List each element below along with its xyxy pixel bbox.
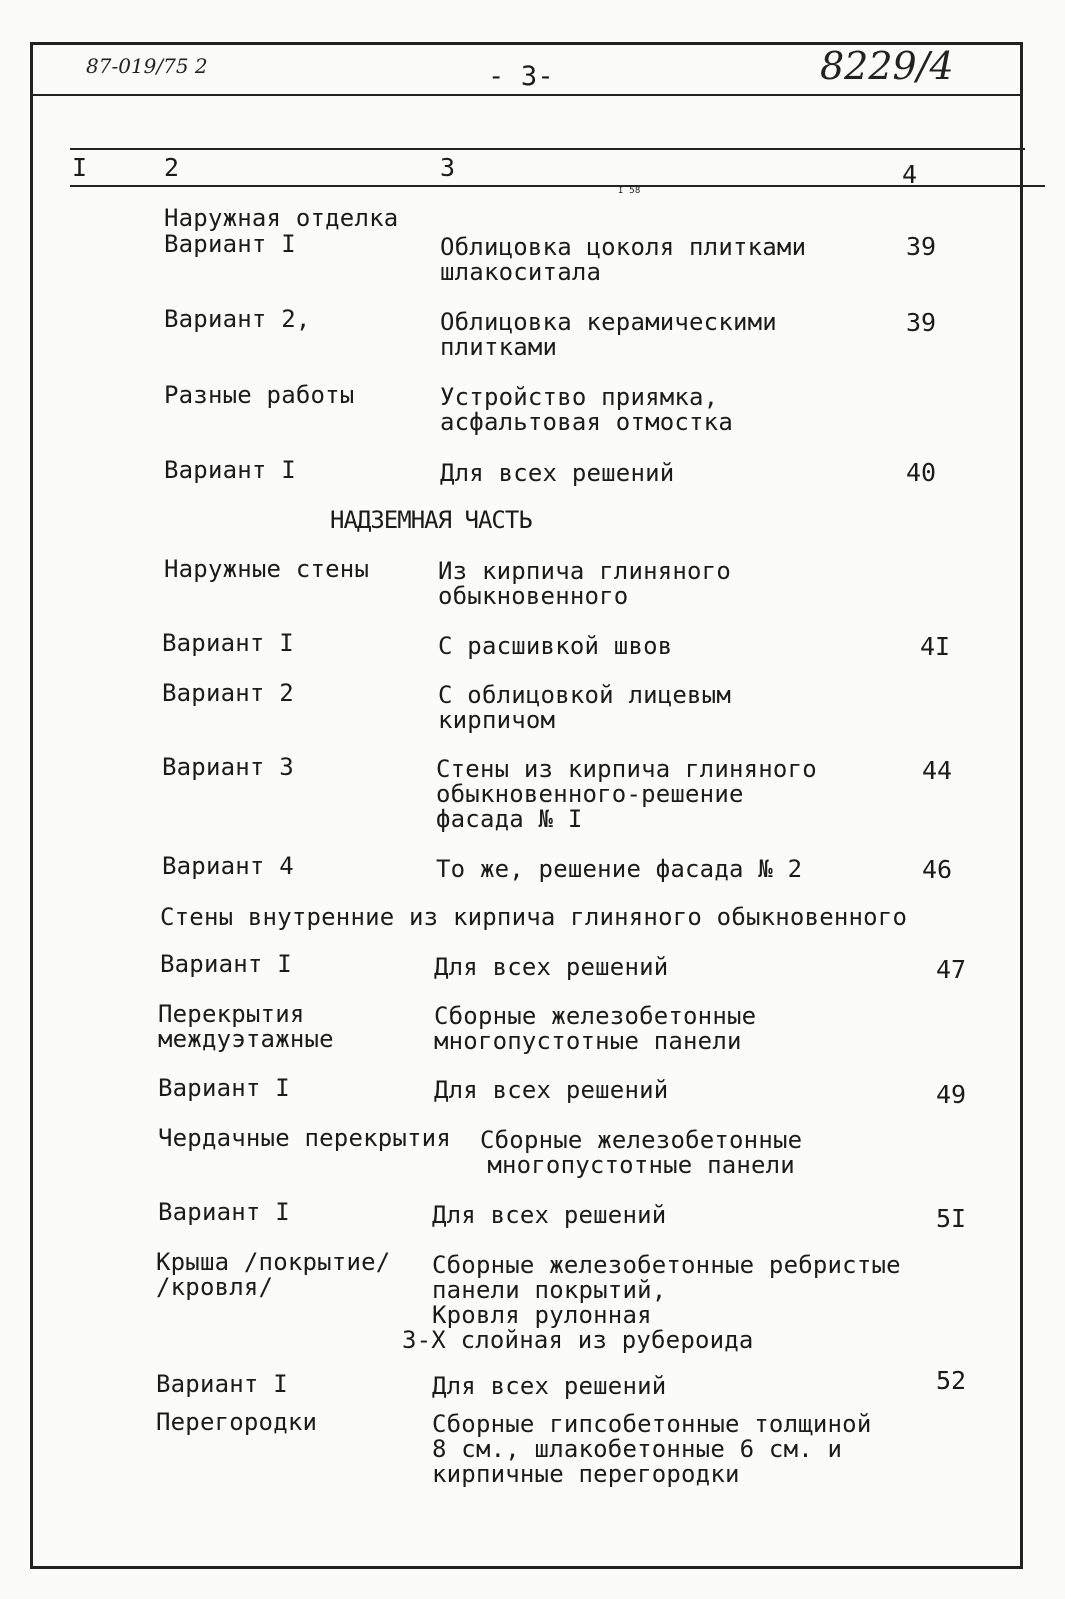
table-row-16-col3: [402, 1251, 901, 1354]
table-row-5-col3: Из кирпича глиняного обыкновенного: [438, 557, 731, 610]
table-row-13-col2: Вариант I: [158, 1074, 290, 1102]
roof-description-line: панели покрытий,: [432, 1276, 667, 1304]
table-header-rule: [70, 185, 1045, 187]
table-row-2-col2: Вариант 2,: [164, 305, 311, 333]
table-row-11-col3: Для всех решений: [434, 953, 669, 981]
table-row-2-col4: 39: [906, 308, 937, 337]
column-header-1: I: [72, 153, 88, 182]
section-title: НАДЗЕМНАЯ ЧАСТЬ: [330, 506, 532, 534]
table-row-9-col3: То же, решение фасада № 2: [436, 855, 803, 883]
table-row-11-col2: Вариант I: [160, 950, 292, 978]
table-row-4-col3: Для всех решений: [440, 459, 675, 487]
table-row-17-col2: Вариант I: [156, 1370, 288, 1398]
table-row-0-col2: Наружная отделка: [164, 204, 399, 232]
column-header-4: 4: [902, 160, 918, 189]
table-row-1-col2: Вариант I: [164, 230, 296, 258]
table-row-3-col3: Устройство приямка, асфальтовая отмостка: [440, 383, 733, 436]
table-row-13-col4: 49: [936, 1080, 967, 1109]
table-row-4-col4: 40: [906, 458, 937, 487]
document-code-left: 87-019/75 2: [86, 54, 208, 78]
table-row-12-col3: Сборные железобетонные многопустотные панели: [434, 1002, 757, 1055]
table-row-6-col2: Вариант I: [162, 629, 294, 657]
table-row-4-col2: Вариант I: [164, 456, 296, 484]
table-row-17-col3: Для всех решений: [432, 1372, 667, 1400]
table-row-9-col4: 46: [922, 855, 953, 884]
table-row-1-col4: 39: [906, 232, 937, 261]
table-row-15-col4: 5I: [936, 1204, 967, 1233]
table-row-15-col3: Для всех решений: [432, 1201, 667, 1229]
table-row-18-col3: Сборные гипсобетонные толщиной 8 см., шлакобетонные 6 см. и кирпичные перегородки: [432, 1410, 872, 1488]
table-row-14-col3: Сборные железобетонные многопустотные панели: [480, 1126, 803, 1179]
table-row-8-col2: Вариант 3: [162, 753, 294, 781]
table-row-5-col2: Наружные стены: [164, 555, 370, 583]
table-row-6-col3: С расшивкой швов: [438, 632, 673, 660]
table-row-17-col4: 52: [936, 1366, 967, 1395]
table-row-1-col3: Облицовка цоколя плитками шлакоситала: [440, 233, 807, 286]
table-top-rule: [70, 148, 1025, 150]
table-row-14-col2: Чердачные перекрытия: [158, 1124, 451, 1152]
table-row-7-col3: С облицовкой лицевым кирпичом: [438, 681, 731, 734]
sheet-mark: I 58: [618, 186, 641, 196]
table-row-7-col2: Вариант 2: [162, 679, 294, 707]
column-header-2: 2: [164, 153, 180, 182]
column-header-3: 3: [440, 153, 456, 182]
roof-description-line: Кровля рулонная: [432, 1301, 652, 1329]
table-row-8-col3: Стены из кирпича глиняного обыкновенного-решение фасада № I: [436, 755, 817, 833]
table-row-2-col3: Облицовка керамическими плитками: [440, 308, 777, 361]
table-row-8-col4: 44: [922, 756, 953, 785]
table-row-12-col2: Перекрытия междуэтажные: [158, 1000, 334, 1053]
table-row-13-col3: Для всех решений: [434, 1076, 669, 1104]
table-row-18-col2: Перегородки: [156, 1408, 318, 1436]
document-code-right: 8229/4: [820, 44, 954, 88]
roof-description-line: 3-Х слойная из рубероида: [402, 1326, 754, 1354]
table-row-10-col2: Стены внутренние из кирпича глиняного обыкновенного: [160, 903, 908, 931]
table-row-3-col2: Разные работы: [164, 381, 355, 409]
header-rule: [30, 94, 1023, 96]
roof-description: [402, 1251, 901, 1354]
roof-description-line: Сборные железобетонные ребристые: [432, 1251, 901, 1279]
table-row-11-col4: 47: [936, 955, 967, 984]
table-row-9-col2: Вариант 4: [162, 852, 294, 880]
table-row-15-col2: Вариант I: [158, 1198, 290, 1226]
table-row-16-col2: Крыша /покрытие/ /кровля/: [156, 1248, 391, 1301]
page-number: - 3-: [488, 61, 554, 92]
table-row-6-col4: 4I: [920, 632, 951, 661]
